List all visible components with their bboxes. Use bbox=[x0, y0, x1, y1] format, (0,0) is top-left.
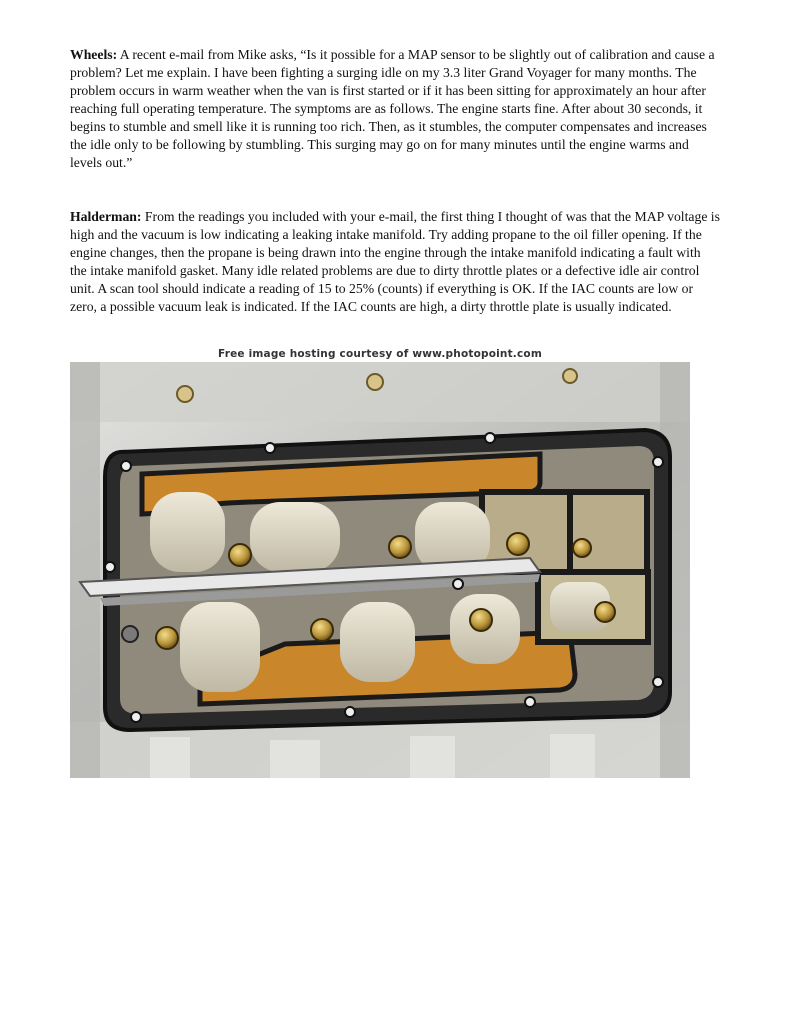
intake-manifold-photo bbox=[70, 362, 690, 778]
wheels-speaker: Wheels: bbox=[70, 47, 118, 62]
halderman-paragraph bbox=[70, 208, 720, 316]
photo-caption: Free image hosting courtesy of www.photopoint.com bbox=[218, 348, 542, 360]
halderman-speaker: Halderman: bbox=[70, 209, 142, 224]
wheels-paragraph bbox=[70, 46, 720, 172]
wheels-text: A recent e-mail from Mike asks, “Is it possible for a MAP sensor to be slightly out of calibration and cause a problem? Let me explain. I have been fighting a surging idle on my 3.3 liter Grand Voyager for many months. The problem occurs in warm weather when the van is first started or if it has been sitting for approximately an hour after reaching full operating temperature. The symptoms are as follows. The engine starts fine. After about 30 seconds, it begins to stumble and smell like it is running too rich. Then, as it stumbles, the computer compensates and increases the idle only to be following by stumbling. This surging may go on for many minutes until the engine warms and levels out.” bbox=[70, 47, 715, 170]
halderman-text: From the readings you included with your e-mail, the first thing I thought of was that the MAP voltage is high and the vacuum is low indicating a leaking intake manifold. Try adding propane to the oil filler opening. If the engine changes, then the propane is being drawn into the engine through the intake manifold indicating a fault with the intake manifold gasket. Many idle related problems are due to dirty throttle plates or a defective idle air control unit. A scan tool should indicate a reading of 15 to 25% (counts) if everything is OK. If the IAC counts are low or zero, a possible vacuum leak is indicated. If the IAC counts are high, a dirty throttle plate is usually indicated. bbox=[70, 209, 720, 314]
